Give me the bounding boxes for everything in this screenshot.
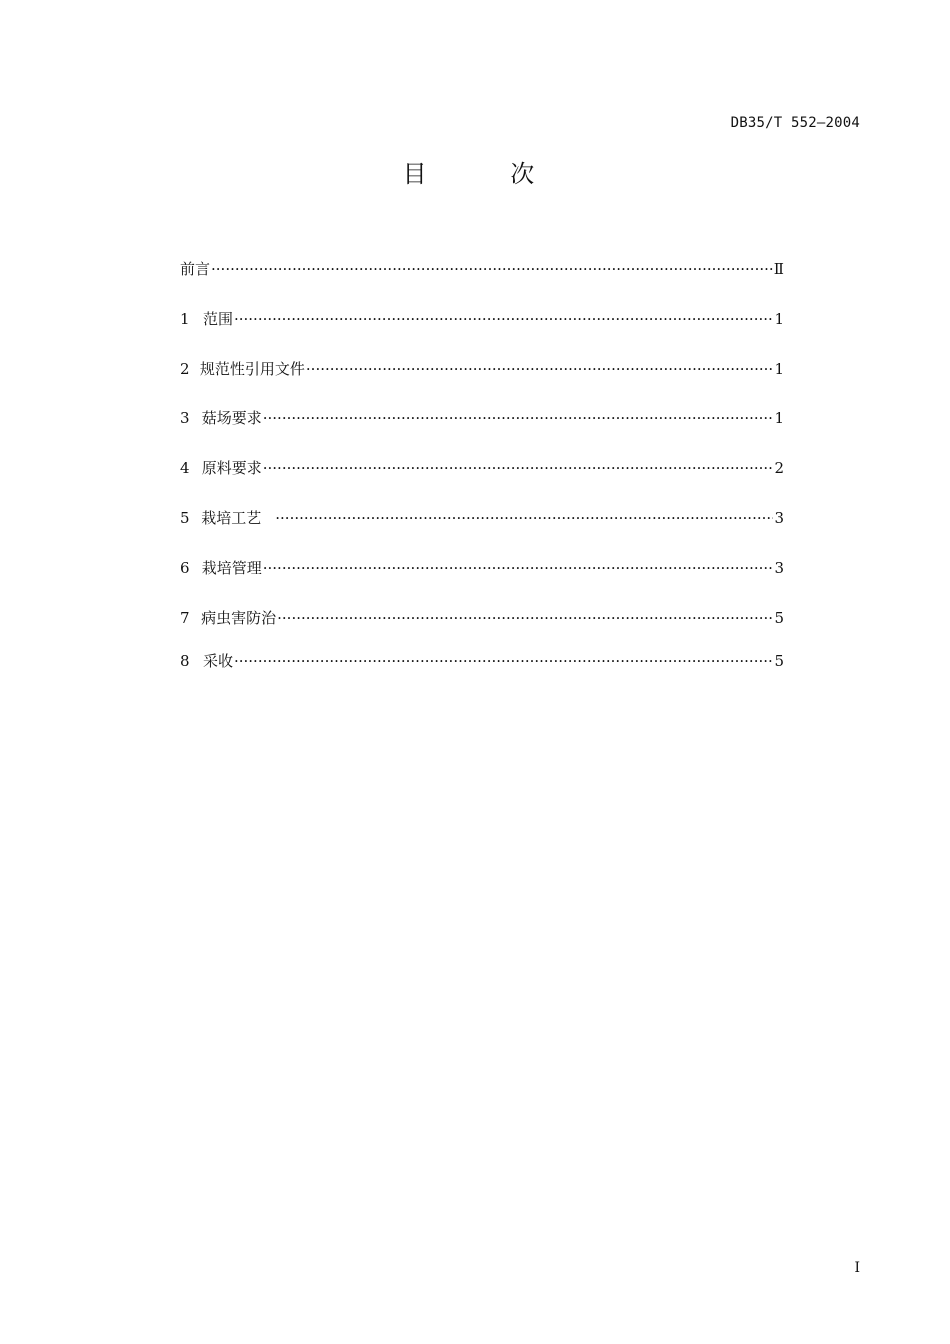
- toc-entry-2[interactable]: [180, 359, 784, 379]
- toc-entry-title: 采收: [202, 652, 233, 670]
- toc-entry-page: Ⅱ: [773, 260, 784, 278]
- toc-entry-page: 1: [774, 310, 784, 328]
- toc-title: 目 次: [402, 160, 573, 188]
- toc-entry-page: 5: [774, 609, 784, 627]
- toc-entry-title: 栽培管理: [201, 559, 262, 577]
- toc-entry-title: 原料要求: [201, 459, 262, 477]
- toc-entry-title: 规范性引用文件: [199, 360, 305, 378]
- toc-entry-page: 3: [774, 509, 784, 527]
- toc-entry-title: 病虫害防治: [201, 609, 277, 627]
- toc-entry-4[interactable]: [180, 458, 784, 478]
- toc-entry-3[interactable]: [180, 408, 784, 428]
- toc-entry-page: 2: [774, 459, 784, 477]
- toc-entry-page: 5: [774, 652, 784, 670]
- toc-entry-number: 2: [180, 360, 190, 378]
- document-code: DB35/T 552—2004: [730, 115, 860, 131]
- leader-dots: [275, 508, 773, 528]
- toc-entry-title: 前言: [180, 260, 211, 278]
- leader-dots: [306, 359, 773, 379]
- toc-entry-page: 3: [774, 559, 784, 577]
- toc-entry-number: 4: [180, 459, 190, 477]
- toc-entry-7[interactable]: [180, 608, 784, 628]
- toc-entry-page: 1: [774, 360, 784, 378]
- toc-entry-number: 8: [180, 652, 190, 670]
- toc-entry-number: 6: [180, 559, 190, 577]
- page-number: I: [854, 1260, 860, 1276]
- toc-entry-number: 5: [180, 509, 190, 527]
- leader-dots: [234, 309, 773, 329]
- leader-dots: [211, 259, 773, 279]
- leader-dots: [263, 408, 773, 428]
- toc-entry-5[interactable]: [180, 508, 784, 528]
- toc-entry-title: 栽培工艺: [201, 509, 262, 527]
- toc-entry-number: 7: [180, 609, 190, 627]
- toc-entry-foreword[interactable]: [180, 259, 784, 279]
- leader-dots: [277, 608, 773, 628]
- table-of-contents: [180, 0, 784, 700]
- toc-entry-6[interactable]: [180, 558, 784, 578]
- toc-entry-1[interactable]: [180, 309, 784, 329]
- toc-entry-8[interactable]: [180, 651, 784, 671]
- leader-dots: [263, 458, 773, 478]
- leader-dots: [263, 558, 773, 578]
- toc-entry-number: 1: [180, 310, 190, 328]
- toc-entry-title: 菇场要求: [201, 409, 262, 427]
- toc-entry-number: 3: [180, 409, 190, 427]
- toc-entry-title: 范围: [202, 310, 233, 328]
- leader-dots: [234, 651, 773, 671]
- toc-entry-page: 1: [774, 409, 784, 427]
